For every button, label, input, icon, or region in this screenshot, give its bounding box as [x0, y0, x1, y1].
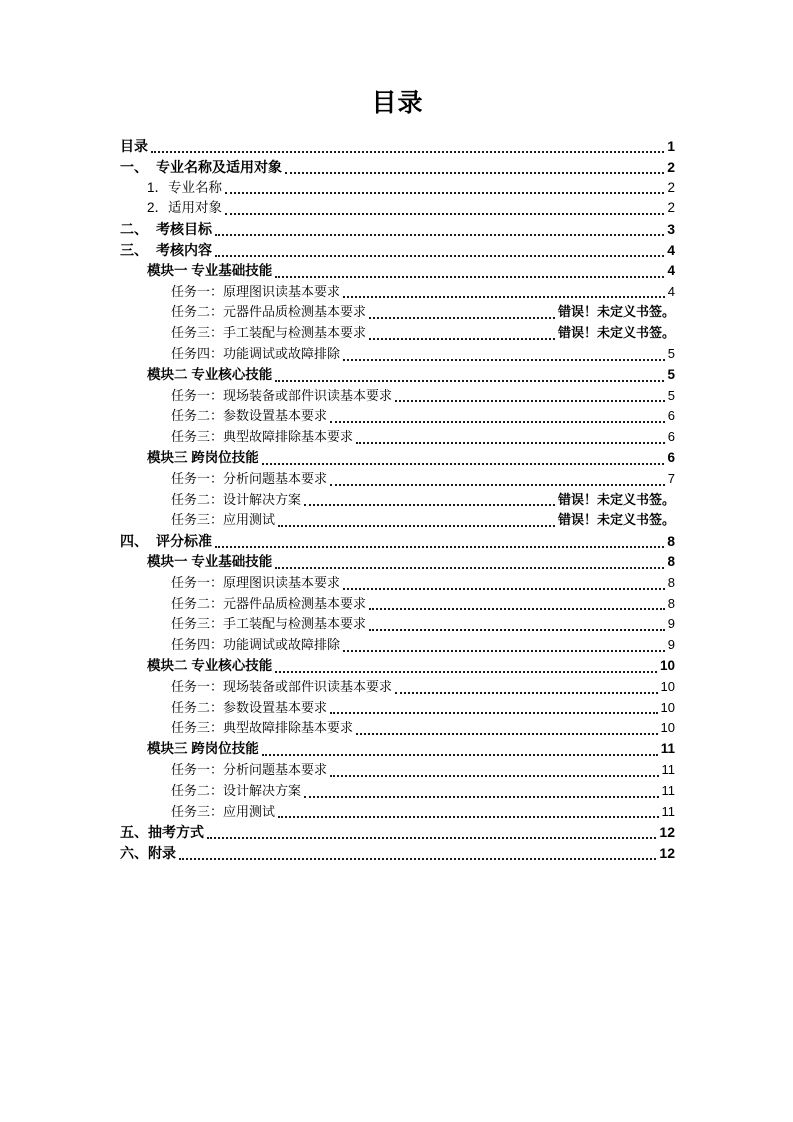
toc-entry-page: 4: [667, 262, 675, 278]
dotted-leader: [275, 567, 664, 569]
dotted-leader: [275, 671, 657, 673]
dotted-leader: [275, 276, 664, 278]
toc-entry[interactable]: [120, 781, 675, 802]
toc-entry-text: 目录: [120, 138, 148, 154]
toc-entry-text: 任务二：设计解决方案: [171, 491, 302, 507]
toc-entry[interactable]: [120, 531, 675, 552]
toc-entry[interactable]: [120, 157, 675, 178]
toc-title: 目录: [371, 89, 424, 117]
toc-entry-text: 任务一：现场装备或部件识读基本要求: [171, 678, 393, 694]
toc-entry-page: 4: [667, 283, 675, 299]
dotted-leader: [330, 421, 665, 423]
toc-entry-page: 6: [667, 408, 675, 424]
toc-entry[interactable]: [120, 448, 675, 469]
toc-entry-text: 任务三：应用测试: [171, 803, 276, 819]
toc-entry[interactable]: [120, 323, 675, 344]
toc-entry-text: 任务三：手工装配与检测基本要求: [171, 325, 367, 341]
toc-entry-page: 10: [659, 657, 675, 673]
dotted-leader: [369, 608, 665, 610]
toc-entry[interactable]: [120, 822, 675, 843]
toc-entry[interactable]: [120, 573, 675, 594]
toc-entry-num: 一、: [120, 158, 148, 175]
toc-entry[interactable]: [120, 406, 675, 427]
toc-entry-page: 5: [667, 387, 675, 403]
toc-entry-text: 任务四：功能调试或故障排除: [171, 345, 341, 361]
dotted-leader: [179, 858, 656, 860]
toc-entry-text: 任务三：应用测试: [171, 512, 276, 528]
toc-entry-page: 2: [667, 200, 675, 216]
toc-entry-text: 评分标准: [156, 533, 212, 550]
dotted-leader: [285, 172, 664, 174]
toc-entry-page: 4: [667, 241, 675, 258]
toc-list: [120, 136, 675, 864]
toc-entry-text: 任务一：分析问题基本要求: [171, 761, 328, 777]
toc-entry-num: 三、: [120, 241, 148, 258]
toc-entry[interactable]: [120, 344, 675, 365]
dotted-leader: [275, 380, 664, 382]
toc-entry-page: 9: [667, 637, 675, 653]
toc-entry-text: 任务二：参数设置基本要求: [171, 408, 328, 424]
dotted-leader: [343, 359, 665, 361]
toc-entry[interactable]: [120, 282, 675, 303]
toc-entry[interactable]: [120, 365, 675, 386]
dotted-leader: [356, 442, 665, 444]
dotted-leader: [343, 650, 665, 652]
toc-entry-num: 二、: [120, 221, 148, 238]
dotted-leader: [304, 796, 658, 798]
toc-entry[interactable]: [120, 614, 675, 635]
dotted-leader: [215, 255, 664, 257]
toc-entry-page: 8: [667, 553, 675, 569]
toc-entry[interactable]: [120, 677, 675, 698]
toc-entry-page: 11: [661, 761, 675, 777]
toc-entry[interactable]: [120, 240, 675, 261]
toc-entry-text: 模块二 专业核心技能: [147, 366, 273, 382]
dotted-leader: [207, 837, 656, 839]
toc-entry-page: 8: [667, 574, 675, 590]
dotted-leader: [278, 525, 555, 527]
toc-entry-text: 模块三 跨岗位技能: [147, 449, 259, 465]
toc-entry-page: 3: [667, 221, 675, 238]
toc-entry-text: 模块二 专业核心技能: [147, 657, 273, 673]
dotted-leader: [330, 775, 658, 777]
dotted-leader: [343, 296, 665, 298]
toc-entry[interactable]: [120, 594, 675, 615]
toc-entry-text: 1．专业名称: [147, 179, 223, 195]
toc-entry-text: 专业名称及适用对象: [156, 158, 282, 175]
toc-entry[interactable]: [120, 635, 675, 656]
dotted-leader: [369, 317, 555, 319]
toc-entry[interactable]: [120, 510, 675, 531]
dotted-leader: [356, 733, 658, 735]
toc-entry-text: 任务四：功能调试或故障排除: [171, 637, 341, 653]
toc-entry[interactable]: [120, 136, 675, 157]
toc-entry-page: 1: [667, 138, 675, 154]
toc-entry[interactable]: [120, 698, 675, 719]
toc-entry-page: 5: [667, 366, 675, 382]
toc-entry-text: 任务二：元器件品质检测基本要求: [171, 304, 367, 320]
toc-entry-page: 11: [661, 803, 675, 819]
toc-entry-page: 2: [667, 158, 675, 175]
dotted-leader: [225, 192, 664, 194]
toc-entry[interactable]: [120, 219, 675, 240]
dotted-leader: [330, 484, 665, 486]
dotted-leader: [395, 400, 665, 402]
toc-entry[interactable]: [120, 469, 675, 490]
toc-entry[interactable]: [120, 760, 675, 781]
toc-entry-page: 12: [659, 824, 675, 841]
dotted-leader: [225, 213, 664, 215]
toc-entry-page: 12: [659, 845, 675, 862]
toc-entry-page: 10: [660, 699, 675, 715]
toc-entry-page: 11: [660, 741, 675, 757]
toc-entry-text: 考核内容: [156, 241, 212, 258]
dotted-leader: [215, 234, 664, 236]
toc-entry-text: 六、附录: [120, 845, 176, 862]
dotted-leader: [330, 712, 658, 714]
toc-entry-page: 9: [667, 616, 675, 632]
dotted-leader: [304, 504, 555, 506]
toc-entry-num: 四、: [120, 533, 148, 550]
dotted-leader: [215, 546, 664, 548]
toc-entry-text: 任务二：参数设置基本要求: [171, 699, 328, 715]
toc-entry-text: 任务三：典型故障排除基本要求: [171, 720, 354, 736]
toc-entry[interactable]: [120, 843, 675, 864]
toc-entry-text: 任务三：手工装配与检测基本要求: [171, 616, 367, 632]
dotted-leader: [278, 816, 658, 818]
toc-entry-text: 五、抽考方式: [120, 824, 204, 841]
toc-entry-page: 10: [660, 678, 675, 694]
toc-entry-text: 2．适用对象: [147, 200, 223, 216]
toc-entry-page: 6: [667, 449, 675, 465]
toc-entry-page: 8: [667, 533, 675, 550]
toc-entry[interactable]: [120, 386, 675, 407]
toc-entry-text: 任务二：元器件品质检测基本要求: [171, 595, 367, 611]
toc-entry-page: 5: [667, 345, 675, 361]
toc-entry[interactable]: [120, 261, 675, 282]
toc-entry-page: 2: [667, 179, 675, 195]
toc-entry[interactable]: [120, 552, 675, 573]
toc-entry-text: 任务一：原理图识读基本要求: [171, 574, 341, 590]
dotted-leader: [262, 463, 665, 465]
toc-entry-text: 模块一 专业基础技能: [147, 553, 273, 569]
toc-entry-page: 7: [667, 470, 675, 486]
toc-entry-text: 任务二：设计解决方案: [171, 782, 302, 798]
toc-entry[interactable]: [120, 718, 675, 739]
toc-entry[interactable]: [120, 490, 675, 511]
toc-entry-page: 8: [667, 595, 675, 611]
toc-entry-text: 任务三：典型故障排除基本要求: [171, 429, 354, 445]
toc-entry-page: 10: [660, 720, 675, 736]
toc-entry-text: 任务一：分析问题基本要求: [171, 470, 328, 486]
toc-entry-text: 任务一：现场装备或部件识读基本要求: [171, 387, 393, 403]
toc-entry-text: 模块一 专业基础技能: [147, 262, 273, 278]
toc-entry-text: 任务一：原理图识读基本要求: [171, 283, 341, 299]
toc-entry-page: 错误！未定义书签。: [557, 512, 675, 528]
toc-entry-text: 模块三 跨岗位技能: [147, 741, 259, 757]
toc-entry[interactable]: [120, 656, 675, 677]
toc-entry-page: 6: [667, 429, 675, 445]
dotted-leader: [262, 754, 658, 756]
toc-entry[interactable]: [120, 178, 675, 199]
toc-entry[interactable]: [120, 427, 675, 448]
toc-entry[interactable]: [120, 302, 675, 323]
toc-entry-page: 错误！未定义书签。: [557, 491, 675, 507]
toc-entry[interactable]: [120, 198, 675, 219]
toc-entry-page: 11: [661, 782, 675, 798]
toc-entry-text: 考核目标: [156, 221, 212, 238]
toc-entry-page: 错误！未定义书签。: [557, 325, 675, 341]
dotted-leader: [395, 692, 658, 694]
dotted-leader: [343, 588, 665, 590]
dotted-leader: [369, 629, 665, 631]
toc-entry-page: 错误！未定义书签。: [557, 304, 675, 320]
dotted-leader: [151, 151, 664, 153]
dotted-leader: [369, 338, 555, 340]
toc-entry[interactable]: [120, 739, 675, 760]
toc-entry[interactable]: [120, 802, 675, 823]
